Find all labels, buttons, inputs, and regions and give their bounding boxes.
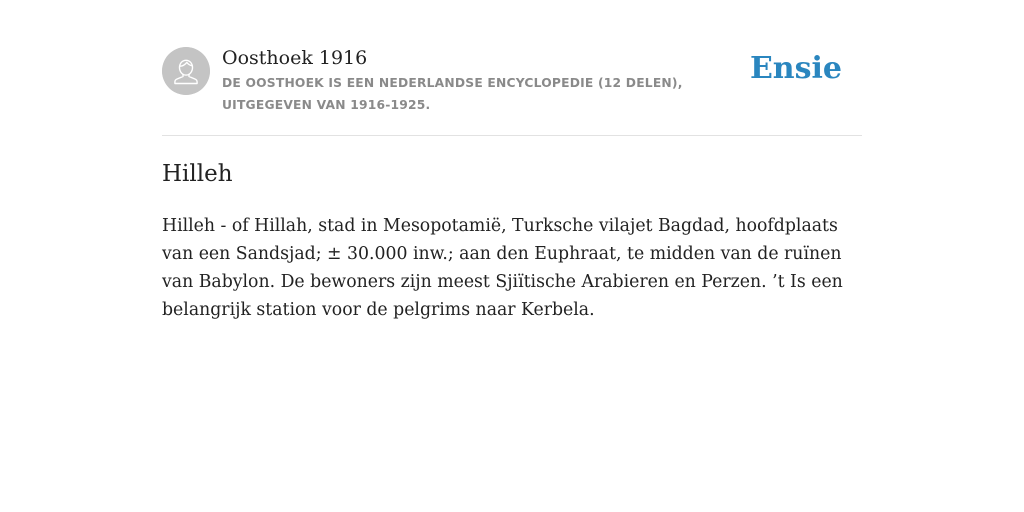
- user-avatar-icon[interactable]: [162, 47, 210, 95]
- source-description: DE OOSTHOEK IS EEN NEDERLANDSE ENCYCLOPEDIE (12 DELEN), UITGEGEVEN VAN 1916-1925.: [222, 76, 683, 112]
- entry-body: Hilleh - of Hillah, stad in Mesopotamië, Turksche vilajet Bagdad, hoofdplaats van een Sandsjad; ± 30.000 inw.; aan den Euphraat, te midden van de ruïnen van Babylon. De bewoners zijn meest Sjiïtische Arabieren en Perzen. ’t Is een belangrijk station voor de pelgrims naar Kerbela.: [162, 216, 843, 320]
- entry-title: Hilleh: [162, 161, 233, 187]
- source-header: [162, 46, 862, 135]
- ensie-logo-link[interactable]: Ensie: [749, 51, 842, 86]
- header-divider: [162, 135, 862, 136]
- source-title[interactable]: Oosthoek 1916: [222, 47, 368, 69]
